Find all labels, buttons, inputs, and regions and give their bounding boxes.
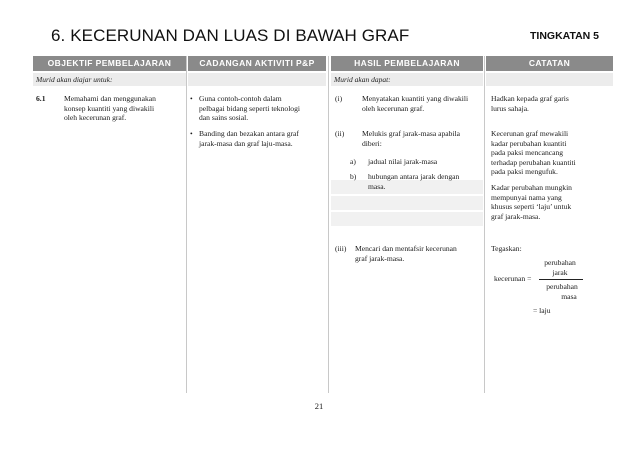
outcome-subitem-marker: b): [350, 172, 357, 181]
outcome-item: Melukis graf jarak-masa apabila diberi:: [362, 129, 461, 148]
subheader-activities-blank: [188, 73, 326, 86]
objective-number: 6.1: [36, 94, 46, 103]
column-divider: [328, 56, 329, 393]
header-outcomes: HASIL PEMBELAJARAN: [331, 56, 483, 71]
outcome-marker: (ii): [335, 129, 345, 138]
row-stripe: [331, 212, 483, 226]
page-number: 21: [314, 401, 324, 411]
activity-item: Banding dan bezakan antara graf jarak-masa dan graf laju-masa.: [199, 129, 299, 148]
outcome-subitem: jadual nilai jarak-masa: [368, 157, 438, 166]
formula-result: = laju: [533, 306, 551, 315]
column-divider: [186, 56, 187, 393]
objective-text: Memahami dan menggunakan konsep kuantiti yang diwakili oleh kecerunan graf.: [64, 94, 156, 123]
header-notes: CATATAN: [486, 56, 613, 71]
note-item: Kecerunan graf mewakili kadar perubahan kuantiti pada paksi mencancang terhadap perubahan kuantiti pada paksi mengufuk.: [491, 129, 576, 177]
outcome-item: Mencari dan mentafsir kecerunan graf jarak-masa.: [355, 244, 457, 263]
outcome-subitem: hubungan antara jarak dengan masa.: [368, 172, 460, 191]
header-objectives: OBJEKTIF PEMBELAJARAN: [33, 56, 186, 71]
row-stripe: [331, 196, 483, 210]
outcome-item: Menyatakan kuantiti yang diwakili oleh kecerunan graf.: [362, 94, 469, 113]
formula-numerator: perubahan jarak: [544, 258, 576, 277]
subheader-notes-blank: [486, 73, 613, 86]
formula-denominator: perubahan masa: [546, 282, 578, 301]
fraction-bar: [539, 279, 583, 280]
outcome-subitem-marker: a): [350, 157, 356, 166]
subheader-objectives: Murid akan diajar untuk:: [33, 73, 186, 86]
bullet-icon: •: [190, 94, 193, 103]
note-item: Kadar perubahan mungkin mempunyai nama yang khusus seperti ‘laju’ untuk graf jarak-masa.: [491, 183, 572, 221]
note-emphasize: Tegaskan:: [491, 244, 522, 253]
subheader-outcomes: Murid akan dapat:: [331, 73, 483, 86]
column-divider: [484, 56, 485, 393]
note-item: Hadkan kepada graf garis lurus sahaja.: [491, 94, 569, 113]
formula-lhs: kecerunan =: [494, 274, 532, 283]
outcome-marker: (i): [335, 94, 343, 103]
bullet-icon: •: [190, 129, 193, 138]
page-title: 6. KECERUNAN DAN LUAS DI BAWAH GRAF: [51, 26, 410, 45]
outcome-marker: (iii): [335, 244, 347, 253]
form-level-label: TINGKATAN 5: [530, 30, 600, 42]
activity-item: Guna contoh-contoh dalam pelbagai bidang seperti teknologi dan sains sosial.: [199, 94, 301, 123]
header-activities: CADANGAN AKTIVITI P&P: [188, 56, 326, 71]
